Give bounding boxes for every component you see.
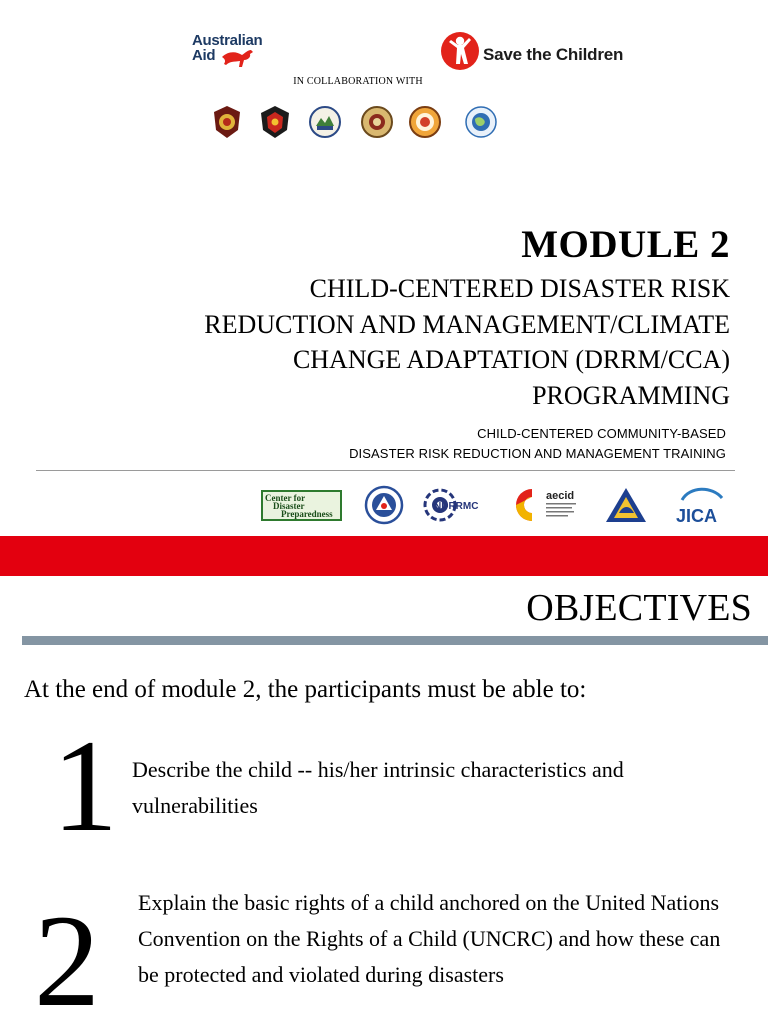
- save-the-children-emblem-icon: [440, 30, 480, 72]
- save-the-children-logo: [440, 30, 650, 74]
- collaboration-label: IN COLLABORATION WITH: [293, 76, 423, 87]
- fire-bureau-badge-icon: [258, 104, 292, 140]
- australian-aid-text-line2: Aid: [192, 47, 216, 64]
- module-title-line: CHILD-CENTERED DISASTER RISK: [309, 274, 730, 303]
- objective-number-1: 1: [52, 712, 118, 859]
- cdp-text-line3: Preparedness: [281, 509, 333, 519]
- red-divider-bar: [0, 536, 768, 576]
- jica-logo: [672, 484, 728, 526]
- cdp-text-line2: Disaster: [273, 501, 305, 511]
- objectives-heading: OBJECTIVES: [526, 587, 752, 629]
- triangle-partner-logo: [604, 484, 648, 526]
- objective-text-1: Describe the child -- his/her intrinsic characteristics and vulnerabilities: [132, 757, 624, 818]
- regional-seal-icon: [360, 104, 394, 140]
- cdp-text-line1: Center for: [265, 493, 306, 503]
- center-for-disaster-preparedness-logo: [261, 484, 343, 526]
- australian-aid-logo: [192, 33, 282, 73]
- module-title: [90, 271, 730, 413]
- title-divider: [36, 470, 735, 471]
- subtitle-line: DISASTER RISK REDUCTION AND MANAGEMENT TRAINING: [349, 446, 726, 461]
- objectives-lead-text: At the end of module 2, the participants must be able to:: [24, 676, 587, 703]
- aecid-logo: [512, 484, 582, 526]
- ndrrmc-text: NDRRMC: [434, 501, 479, 512]
- aecid-text: aecid: [546, 490, 575, 502]
- objective-text-2: Explain the basic rights of a child anchored on the United Nations Convention on the Rights of a Child (UNCRC) and how these can be protected and violated during disasters: [138, 890, 721, 987]
- objective-number-2: 2: [34, 887, 100, 1034]
- kangaroo-icon: [220, 47, 256, 69]
- training-subtitle: [349, 424, 726, 464]
- partner-logos-row: [0, 484, 768, 530]
- official-seal-icon: [308, 104, 342, 140]
- subtitle-line: CHILD-CENTERED COMMUNITY-BASED: [477, 426, 726, 441]
- module-title-line: REDUCTION AND MANAGEMENT/CLIMATE: [204, 309, 730, 339]
- civil-defense-seal-icon: [364, 484, 404, 526]
- module-title-line: CHANGE ADAPTATION (DRRM/CCA): [292, 345, 730, 374]
- save-the-children-text: Save the Children: [483, 45, 624, 64]
- module-title-line: PROGRAMMING: [532, 380, 730, 410]
- australian-aid-text-line1: Australian: [192, 32, 263, 49]
- module-number: MODULE 2: [521, 223, 730, 266]
- provincial-seal-icon: [408, 104, 442, 140]
- objectives-divider: [22, 636, 768, 645]
- police-badge-icon: [210, 104, 244, 140]
- ndrrmc-logo: [420, 484, 490, 526]
- government-seals-row: [210, 104, 510, 144]
- jica-text: JICA: [676, 506, 718, 526]
- globe-seal-icon: [464, 104, 498, 140]
